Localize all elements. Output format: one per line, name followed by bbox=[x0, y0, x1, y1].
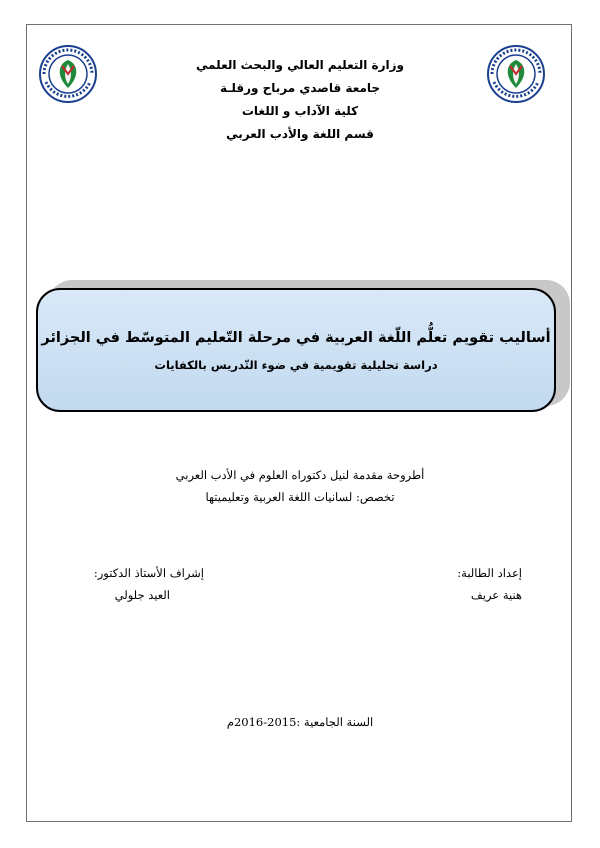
university-logo-left bbox=[38, 44, 98, 104]
thesis-specialty: تخصص: لسانيات اللغة العربية وتعليميتها bbox=[205, 490, 395, 504]
title-box bbox=[36, 288, 556, 412]
thesis-description: أطروحة مقدمة لنيل دكتوراه العلوم في الأدب العربي bbox=[175, 468, 425, 482]
university-name: جامعة قاصدي مرباح ورقلـة bbox=[219, 81, 381, 95]
supervisor-block bbox=[54, 562, 204, 606]
university-seal-icon bbox=[486, 44, 546, 104]
ministry-name: وزارة التعليم العالي والبحث العلمي bbox=[195, 58, 405, 72]
student-label: إعداد الطالبة: bbox=[457, 566, 522, 580]
academic-year: السنة الجامعية :2015-2016م bbox=[226, 715, 374, 729]
supervisor-label: إشراف الأستاذ الدكتور: bbox=[93, 566, 204, 580]
department-name: قسم اللغة والأدب العربي bbox=[226, 127, 374, 141]
thesis-info bbox=[100, 464, 500, 508]
thesis-title: أساليب تقويم تعلُّم اللّغة العربية في مرحلة التّعليم المتوسّط في الجزائر bbox=[41, 330, 551, 346]
thesis-subtitle: دراسة تحليلية تقويمية في ضوء التّدريس بالكفايات bbox=[154, 358, 438, 372]
university-seal-icon bbox=[38, 44, 98, 104]
university-logo-right bbox=[486, 44, 546, 104]
student-name: هنية عريف bbox=[470, 588, 522, 602]
institution-header bbox=[150, 54, 450, 146]
supervisor-name: العيد جلولي bbox=[114, 588, 170, 602]
student-block bbox=[457, 562, 522, 606]
faculty-name: كلية الآداب و اللغات bbox=[241, 104, 359, 118]
